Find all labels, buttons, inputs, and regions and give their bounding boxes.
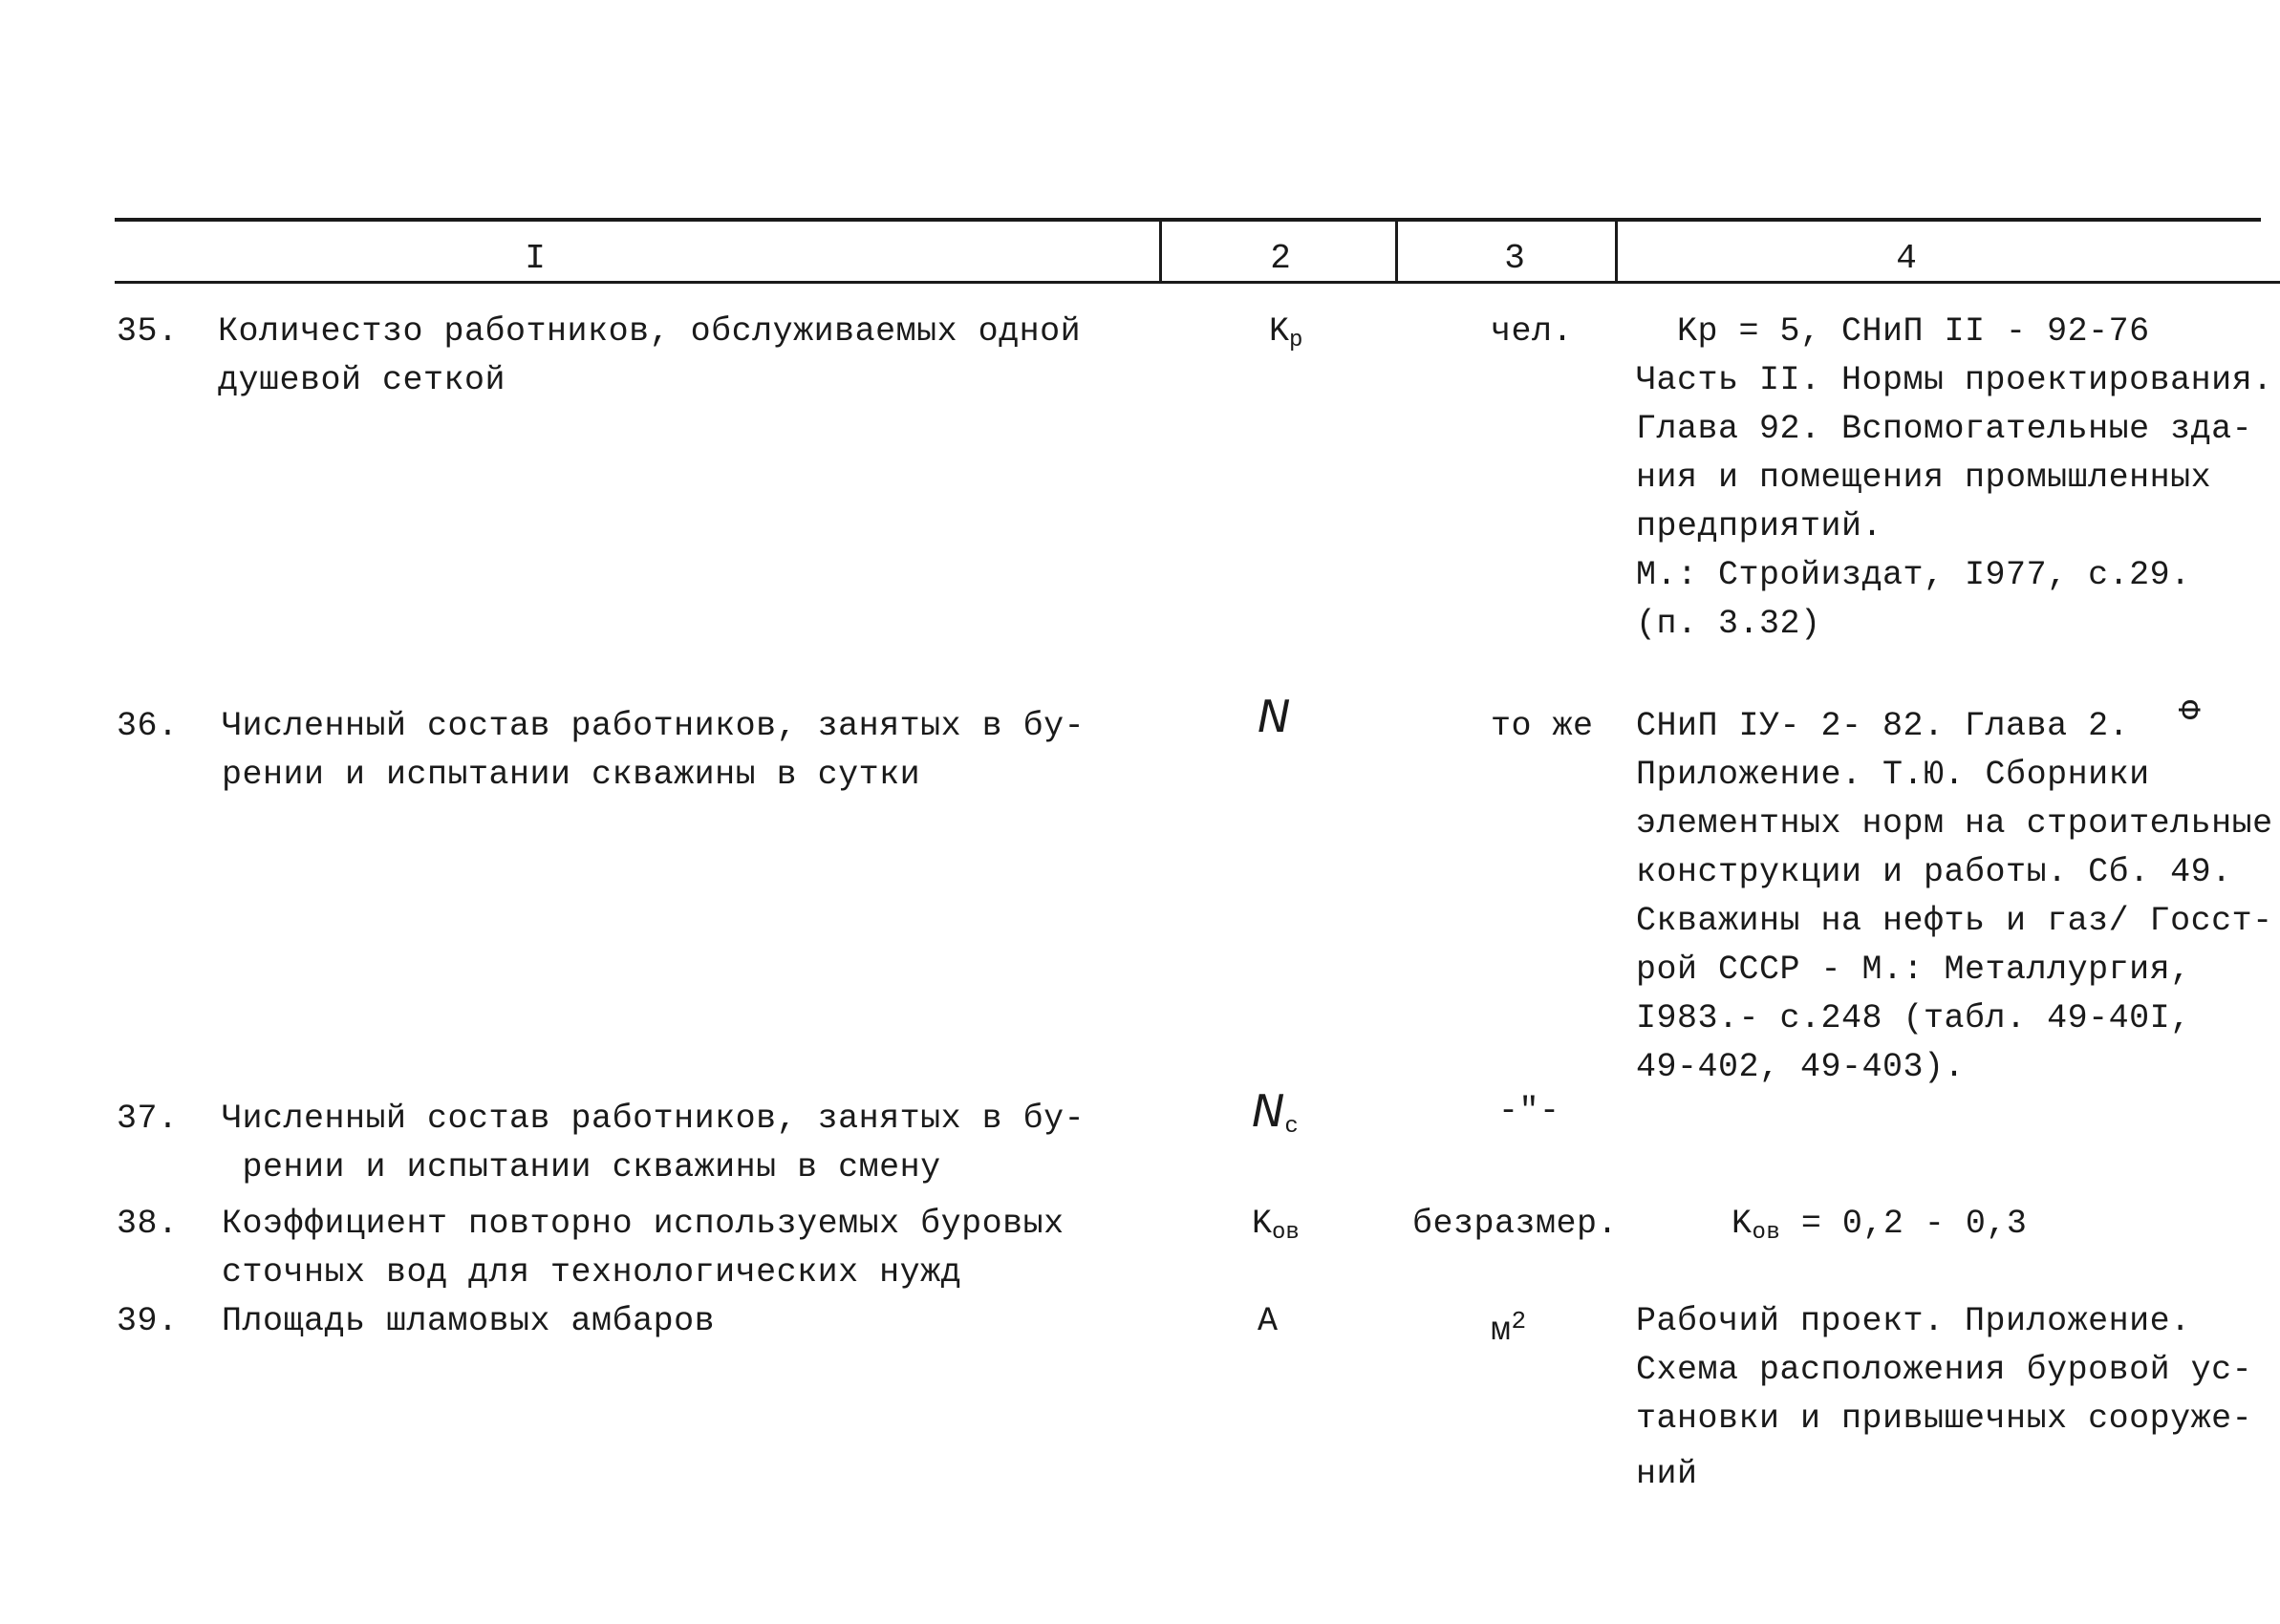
header-col-3: 3 bbox=[1504, 239, 1525, 278]
row-source-line: конструкции и работы. Сб. 49. bbox=[1636, 853, 2232, 891]
row-source-line: Рабочий проект. Приложение. bbox=[1636, 1302, 2191, 1340]
row-name-line: сточных вод для технологических нужд bbox=[222, 1253, 962, 1292]
column-divider-3 bbox=[1615, 220, 1618, 283]
header-col-2: 2 bbox=[1270, 239, 1291, 278]
row-source-line: Часть II. Нормы проектирования. bbox=[1636, 361, 2273, 399]
column-divider-1 bbox=[1159, 220, 1162, 283]
row-source-line: (п. 3.32) bbox=[1636, 605, 1821, 643]
row-number: 38. bbox=[117, 1205, 179, 1243]
column-divider-2 bbox=[1395, 220, 1398, 283]
row-symbol: $N_c$ bbox=[1252, 1085, 1299, 1140]
row-source-line: элементных норм на строительные bbox=[1636, 804, 2273, 843]
header-col-1: I bbox=[525, 239, 546, 278]
row-source-line: СНиП IУ- 2- 82. Глава 2. bbox=[1636, 707, 2130, 745]
row-source-line: М.: Стройиздат, I977, с.29. bbox=[1636, 556, 2191, 594]
row-unit: -"- bbox=[1498, 1092, 1560, 1130]
row-source-line: Глава 92. Вспомогательные зда- bbox=[1636, 410, 2253, 448]
row-source-line: I983.- с.248 (табл. 49-40I, bbox=[1636, 999, 2191, 1037]
row-source-line: тановки и привышечных сооруже- bbox=[1636, 1400, 2253, 1438]
row-number: 39. bbox=[117, 1302, 179, 1340]
row-source-line: рой СССР - М.: Металлургия, bbox=[1636, 951, 2191, 989]
row-symbol: N bbox=[1258, 691, 1291, 742]
table-top-rule bbox=[115, 218, 2261, 222]
row-unit: безразмер. bbox=[1412, 1205, 1619, 1243]
row-source-line: 49-402, 49-403). bbox=[1636, 1048, 1966, 1086]
row-symbol: $K_p$ bbox=[1269, 312, 1303, 353]
row-unit: $м^2$ bbox=[1491, 1307, 1527, 1350]
row-symbol: $K_{ов}$ bbox=[1252, 1205, 1300, 1246]
row-source-line: Схема расположения буровой ус- bbox=[1636, 1351, 2253, 1389]
row-name-line: Площадь шламовых амбаров bbox=[222, 1302, 716, 1340]
row-unit: то же bbox=[1491, 707, 1594, 745]
row-source-line: Скважины на нефть и газ/ Госст- bbox=[1636, 902, 2273, 940]
row-source-line: Приложение. Т.Ю. Сборники bbox=[1636, 756, 2150, 794]
row-number: 35. bbox=[117, 312, 179, 351]
row-number: 37. bbox=[117, 1100, 179, 1138]
row-name-line: душевой сеткой bbox=[218, 361, 506, 399]
row-source-line: предприятий. bbox=[1636, 507, 1883, 545]
header-col-4: 4 bbox=[1896, 239, 1917, 278]
row-unit: чел. bbox=[1491, 312, 1574, 351]
row-name-line: Коэффициент повторно используемых буровых bbox=[222, 1205, 1065, 1243]
row-name-line: рении и испытании скважины в сутки bbox=[222, 756, 921, 794]
row-source-line: ния и помещения промышленных bbox=[1636, 459, 2212, 497]
row-source-formula: $K_{ов} = 0,2 - 0,3$ bbox=[1732, 1205, 2028, 1246]
row-name-line: Численный состав работников, занятых в бу- bbox=[222, 1100, 1086, 1138]
row-number: 36. bbox=[117, 707, 179, 745]
row-name-line: Численный состав работников, занятых в бу- bbox=[222, 707, 1086, 745]
row-name-line: рении и испытании скважины в смену bbox=[222, 1148, 941, 1186]
row-symbol: A bbox=[1258, 1302, 1279, 1340]
row-source-line: Kp = 5, СНиП II - 92-76 bbox=[1636, 312, 2150, 351]
page-stamp: Ф bbox=[2168, 699, 2205, 720]
row-name-line: Количестзо работников, обслуживаемых одной bbox=[218, 312, 1082, 351]
row-source-line: ний bbox=[1636, 1455, 1698, 1493]
table-header-rule bbox=[115, 281, 2280, 284]
